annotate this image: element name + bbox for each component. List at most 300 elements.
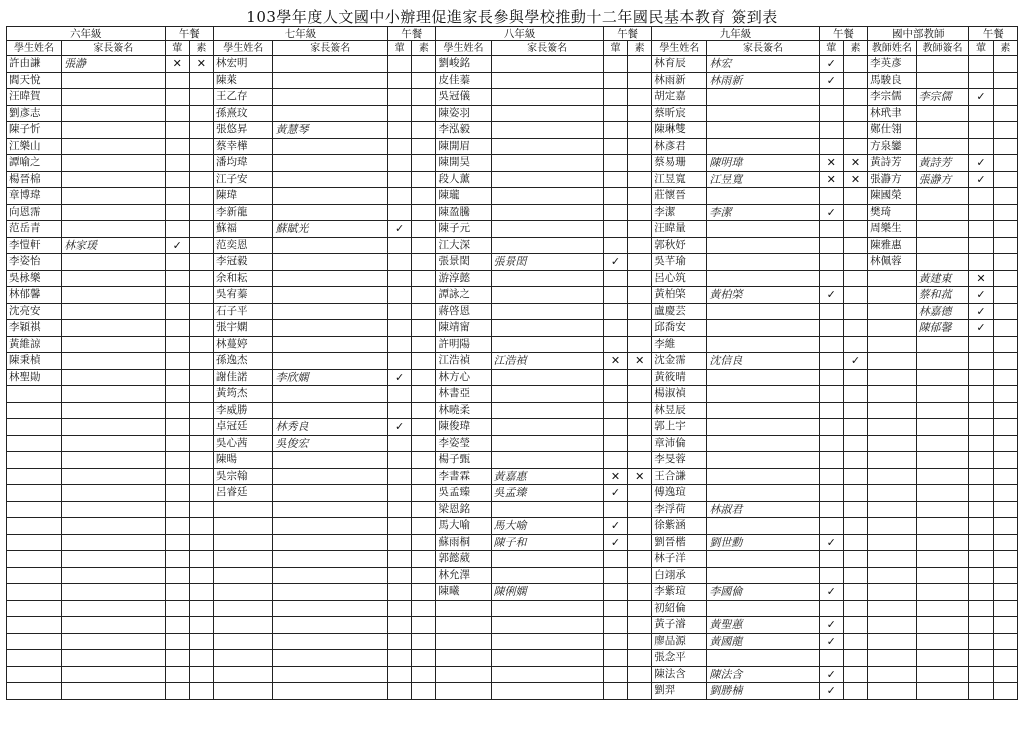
veg-mark-cell [412, 171, 436, 188]
veg-mark-cell [189, 567, 213, 584]
parent-sign-cell [62, 320, 166, 337]
veg-mark-cell [993, 419, 1017, 436]
student-name-cell: 蔡幸樺 [214, 138, 273, 155]
student-name-cell: 皮佳蓁 [436, 72, 491, 89]
student-name-cell: 李穎祺 [7, 320, 62, 337]
parent-sign-cell [273, 567, 388, 584]
parent-sign-cell: 蘇賦光 [273, 221, 388, 238]
table-row [7, 468, 1018, 485]
student-name-cell: 李泓毅 [436, 122, 491, 139]
veg-mark-cell [412, 237, 436, 254]
student-name-cell: 郭上宇 [652, 419, 707, 436]
meat-mark-cell [165, 419, 189, 436]
student-name-cell: 閻天悅 [7, 72, 62, 89]
veg-mark-cell [412, 402, 436, 419]
veg-mark-cell [843, 237, 867, 254]
meat-mark-cell [819, 402, 843, 419]
student-name-header: 學生姓名 [652, 41, 707, 56]
student-name-cell [7, 386, 62, 403]
veg-mark-cell [843, 551, 867, 568]
student-name-cell [214, 600, 273, 617]
meat-mark-cell [388, 254, 412, 271]
parent-sign-cell [273, 485, 388, 502]
student-name-cell [214, 650, 273, 667]
parent-sign-cell [273, 666, 388, 683]
meat-mark-cell [603, 237, 627, 254]
teacher-sign-cell [916, 221, 969, 238]
veg-mark-cell [189, 204, 213, 221]
parent-sign-cell [707, 237, 819, 254]
student-name-cell: 王合謙 [652, 468, 707, 485]
parent-sign-cell [273, 56, 388, 73]
student-name-cell [436, 600, 491, 617]
student-name-cell [436, 617, 491, 634]
meat-mark-cell [819, 452, 843, 469]
veg-mark-cell [189, 683, 213, 700]
meat-mark-cell [388, 105, 412, 122]
meat-mark-cell [969, 584, 993, 601]
teacher-name-cell: 樊琦 [868, 204, 916, 221]
student-name-cell [214, 534, 273, 551]
student-name-cell: 林方心 [436, 369, 491, 386]
meat-mark-cell [969, 468, 993, 485]
student-name-cell [214, 567, 273, 584]
veg-mark-cell [189, 666, 213, 683]
parent-sign-cell [62, 666, 166, 683]
meat-mark-cell [603, 56, 627, 73]
student-name-cell [214, 584, 273, 601]
parent-sign-cell: 張瀞 [62, 56, 166, 73]
parent-sign-cell: 陳俐嫻 [491, 584, 603, 601]
teacher-name-cell [868, 369, 916, 386]
student-name-cell [7, 650, 62, 667]
parent-sign-cell [491, 666, 603, 683]
teacher-name-cell: 陳國榮 [868, 188, 916, 205]
teacher-sign-cell [916, 336, 969, 353]
meat-mark-cell: ✓ [819, 204, 843, 221]
veg-mark-cell [628, 254, 652, 271]
parent-sign-cell [273, 534, 388, 551]
meat-mark-cell: ✕ [603, 353, 627, 370]
meat-mark-cell [819, 353, 843, 370]
meat-mark-cell [819, 567, 843, 584]
table-row [7, 72, 1018, 89]
teacher-sign-cell [916, 584, 969, 601]
meat-mark-cell [388, 204, 412, 221]
parent-sign-cell [707, 369, 819, 386]
parent-sign-cell [491, 633, 603, 650]
parent-sign-cell [273, 254, 388, 271]
student-name-cell: 黃筱晴 [652, 369, 707, 386]
parent-sign-cell [707, 468, 819, 485]
veg-mark-cell [189, 650, 213, 667]
student-name-cell [436, 683, 491, 700]
meat-mark-cell [819, 518, 843, 535]
veg-mark-cell [412, 221, 436, 238]
meat-mark-cell [603, 633, 627, 650]
parent-sign-cell: 沈信良 [707, 353, 819, 370]
meat-mark-cell [388, 683, 412, 700]
parent-sign-cell [273, 518, 388, 535]
teacher-sign-cell [916, 600, 969, 617]
veg-mark-cell [412, 419, 436, 436]
parent-sign-cell [707, 254, 819, 271]
teacher-name-cell [868, 584, 916, 601]
teacher-name-cell [868, 600, 916, 617]
veg-mark-cell [993, 237, 1017, 254]
veg-mark-cell [993, 567, 1017, 584]
meat-mark-cell [165, 518, 189, 535]
page-title: 103學年度人文國中小辦理促進家長參與學校推動十二年國民基本教育 簽到表 [246, 8, 778, 26]
parent-sign-cell [62, 402, 166, 419]
veg-mark-cell [189, 617, 213, 634]
meat-mark-cell [969, 336, 993, 353]
parent-sign-cell [491, 551, 603, 568]
student-name-cell: 李浮荷 [652, 501, 707, 518]
parent-sign-cell [273, 600, 388, 617]
veg-mark-cell [628, 633, 652, 650]
student-name-cell: 陳法含 [652, 666, 707, 683]
veg-mark-cell [628, 56, 652, 73]
veg-mark-cell [843, 452, 867, 469]
meat-mark-cell: ✓ [819, 534, 843, 551]
veg-mark-cell [412, 452, 436, 469]
table-row [7, 567, 1018, 584]
student-name-cell [214, 551, 273, 568]
table-row [7, 435, 1018, 452]
parent-sign-cell [491, 501, 603, 518]
parent-sign-cell [62, 551, 166, 568]
table-row [7, 501, 1018, 518]
meat-mark-cell [819, 105, 843, 122]
veg-mark-cell [993, 336, 1017, 353]
parent-sign-cell [707, 89, 819, 106]
meat-mark-cell [969, 72, 993, 89]
parent-sign-cell [491, 105, 603, 122]
veg-mark-cell: ✕ [628, 353, 652, 370]
meat-mark-cell [388, 402, 412, 419]
veg-mark-cell [628, 138, 652, 155]
meat-mark-cell [969, 369, 993, 386]
teacher-sign-cell [916, 204, 969, 221]
lunch-label: 午餐 [165, 27, 213, 41]
meat-mark-cell [603, 336, 627, 353]
parent-sign-header: 家長簽名 [707, 41, 819, 56]
student-name-cell [7, 419, 62, 436]
veg-mark-cell [843, 468, 867, 485]
veg-mark-cell [628, 369, 652, 386]
student-name-cell [436, 666, 491, 683]
student-name-cell: 沈金霈 [652, 353, 707, 370]
veg-mark-cell [412, 683, 436, 700]
meat-mark-cell [388, 435, 412, 452]
veg-mark-cell [993, 138, 1017, 155]
teacher-sign-cell [916, 188, 969, 205]
meat-mark-cell [165, 221, 189, 238]
veg-mark-cell [993, 89, 1017, 106]
meat-mark-cell [603, 221, 627, 238]
student-name-cell: 林聖勛 [7, 369, 62, 386]
student-name-cell [436, 650, 491, 667]
veg-mark-cell [993, 72, 1017, 89]
meat-mark-cell [165, 188, 189, 205]
parent-sign-cell [62, 287, 166, 304]
student-name-cell: 陳俊瑋 [436, 419, 491, 436]
student-name-cell [7, 518, 62, 535]
teacher-sign-cell [916, 122, 969, 139]
teacher-sign-cell: 陳郁馨 [916, 320, 969, 337]
veg-mark-cell [843, 287, 867, 304]
meat-mark-cell [603, 402, 627, 419]
teacher-name-cell [868, 270, 916, 287]
meat-mark-cell [819, 320, 843, 337]
meat-mark-cell [165, 600, 189, 617]
veg-mark-cell [412, 204, 436, 221]
veg-mark-cell [628, 683, 652, 700]
student-name-cell: 盧慶芸 [652, 303, 707, 320]
parent-sign-cell [273, 468, 388, 485]
meat-header: 葷 [603, 41, 627, 56]
meat-mark-cell: ✕ [819, 171, 843, 188]
section-label: 國中部教師 [868, 27, 969, 41]
parent-sign-cell [62, 485, 166, 502]
meat-mark-cell [388, 501, 412, 518]
teacher-name-cell: 李宗儒 [868, 89, 916, 106]
parent-sign-cell: 林秀良 [273, 419, 388, 436]
lunch-label: 午餐 [969, 27, 1018, 41]
teacher-sign-cell [916, 435, 969, 452]
student-name-cell [7, 402, 62, 419]
student-name-cell: 蔡易珊 [652, 155, 707, 172]
meat-mark-cell [819, 89, 843, 106]
parent-sign-cell [273, 633, 388, 650]
student-name-cell: 李威勝 [214, 402, 273, 419]
meat-mark-cell [165, 105, 189, 122]
veg-mark-cell [843, 336, 867, 353]
parent-sign-cell [707, 188, 819, 205]
student-name-cell: 劉晉楷 [652, 534, 707, 551]
veg-mark-cell [628, 122, 652, 139]
meat-mark-cell [165, 435, 189, 452]
teacher-sign-cell: 李宗儒 [916, 89, 969, 106]
veg-mark-cell [843, 683, 867, 700]
veg-mark-cell [843, 122, 867, 139]
meat-mark-cell [388, 650, 412, 667]
teacher-sign-cell [916, 485, 969, 502]
student-name-cell: 李潔 [652, 204, 707, 221]
student-name-cell [7, 666, 62, 683]
parent-sign-cell [62, 534, 166, 551]
veg-mark-cell [412, 303, 436, 320]
veg-header: 素 [189, 41, 213, 56]
parent-sign-cell [491, 435, 603, 452]
veg-mark-cell: ✕ [843, 155, 867, 172]
student-name-cell [7, 452, 62, 469]
meat-mark-cell [819, 650, 843, 667]
parent-sign-cell [273, 155, 388, 172]
student-name-cell: 吳芊瑜 [652, 254, 707, 271]
parent-sign-cell [707, 485, 819, 502]
meat-mark-cell [819, 122, 843, 139]
parent-sign-cell [62, 501, 166, 518]
meat-mark-cell [603, 287, 627, 304]
veg-mark-cell [412, 485, 436, 502]
veg-mark-cell [993, 320, 1017, 337]
student-name-cell: 陳瓏 [436, 188, 491, 205]
student-name-cell: 林子洋 [652, 551, 707, 568]
veg-mark-cell [189, 138, 213, 155]
student-name-cell: 陳暘 [214, 452, 273, 469]
teacher-sign-cell: 張瀞方 [916, 171, 969, 188]
student-name-cell: 劉彥志 [7, 105, 62, 122]
meat-mark-cell [969, 567, 993, 584]
student-name-cell [7, 584, 62, 601]
parent-sign-cell [62, 105, 166, 122]
meat-mark-cell [969, 501, 993, 518]
lunch-label: 午餐 [388, 27, 436, 41]
parent-sign-cell [273, 617, 388, 634]
veg-mark-cell [189, 419, 213, 436]
student-name-cell: 吳宥蓁 [214, 287, 273, 304]
parent-sign-cell [273, 105, 388, 122]
meat-mark-cell [165, 155, 189, 172]
teacher-name-cell: 李英彥 [868, 56, 916, 73]
section-header-row [7, 27, 1018, 41]
student-name-cell: 江大深 [436, 237, 491, 254]
veg-mark-cell [843, 402, 867, 419]
veg-mark-cell [993, 56, 1017, 73]
student-name-cell: 孫逸杰 [214, 353, 273, 370]
section-label: 九年級 [652, 27, 819, 41]
parent-sign-cell [491, 270, 603, 287]
veg-mark-cell [628, 303, 652, 320]
veg-mark-cell [843, 320, 867, 337]
meat-mark-cell [388, 468, 412, 485]
veg-mark-cell [628, 237, 652, 254]
parent-sign-cell [491, 650, 603, 667]
veg-mark-cell [412, 468, 436, 485]
veg-mark-cell [628, 287, 652, 304]
meat-mark-cell [165, 551, 189, 568]
student-name-cell: 楊晉棉 [7, 171, 62, 188]
parent-sign-cell [273, 353, 388, 370]
veg-mark-cell [993, 468, 1017, 485]
teacher-sign-cell [916, 56, 969, 73]
meat-mark-cell [388, 303, 412, 320]
veg-mark-cell [993, 617, 1017, 634]
meat-header: 葷 [165, 41, 189, 56]
student-name-cell [7, 600, 62, 617]
parent-sign-cell [62, 386, 166, 403]
veg-mark-cell [189, 551, 213, 568]
student-name-cell: 蔡昕宸 [652, 105, 707, 122]
veg-mark-cell [993, 287, 1017, 304]
meat-mark-cell [969, 237, 993, 254]
student-name-cell: 廖品源 [652, 633, 707, 650]
student-name-cell: 林雨新 [652, 72, 707, 89]
veg-mark-cell [843, 386, 867, 403]
meat-mark-cell [969, 435, 993, 452]
meat-mark-cell [165, 666, 189, 683]
parent-sign-cell [62, 468, 166, 485]
meat-mark-cell [969, 56, 993, 73]
parent-sign-cell [273, 171, 388, 188]
student-name-cell [214, 633, 273, 650]
parent-sign-cell [707, 600, 819, 617]
veg-mark-cell [412, 600, 436, 617]
parent-sign-cell: 陳子和 [491, 534, 603, 551]
table-row [7, 650, 1018, 667]
meat-mark-cell [388, 633, 412, 650]
student-name-cell: 李姿怡 [7, 254, 62, 271]
parent-sign-cell [707, 320, 819, 337]
meat-mark-cell: ✓ [388, 369, 412, 386]
parent-sign-cell [62, 650, 166, 667]
meat-mark-cell [388, 72, 412, 89]
meat-mark-cell [388, 600, 412, 617]
table-row [7, 287, 1018, 304]
veg-mark-cell [993, 683, 1017, 700]
teacher-sign-cell [916, 369, 969, 386]
student-name-cell: 石子平 [214, 303, 273, 320]
meat-mark-cell: ✓ [969, 155, 993, 172]
teacher-name-cell [868, 683, 916, 700]
teacher-name-cell [868, 386, 916, 403]
meat-mark-cell [603, 683, 627, 700]
veg-mark-cell [412, 320, 436, 337]
veg-mark-cell: ✕ [189, 56, 213, 73]
meat-mark-cell [603, 369, 627, 386]
parent-sign-cell [491, 221, 603, 238]
parent-sign-cell [273, 204, 388, 221]
veg-mark-cell [993, 485, 1017, 502]
student-name-cell: 江子安 [214, 171, 273, 188]
meat-mark-cell [969, 650, 993, 667]
student-name-cell: 江昱寬 [652, 171, 707, 188]
meat-mark-cell: ✓ [819, 584, 843, 601]
student-name-cell: 范岳青 [7, 221, 62, 238]
veg-mark-cell [628, 584, 652, 601]
parent-sign-cell [491, 303, 603, 320]
student-name-cell: 范奕恩 [214, 237, 273, 254]
parent-sign-cell [491, 204, 603, 221]
table-row [7, 452, 1018, 469]
veg-header: 素 [412, 41, 436, 56]
meat-mark-cell [165, 452, 189, 469]
meat-mark-cell: ✕ [603, 468, 627, 485]
parent-sign-cell [707, 105, 819, 122]
parent-sign-cell [62, 600, 166, 617]
meat-mark-cell [165, 270, 189, 287]
student-name-cell: 吳宗翰 [214, 468, 273, 485]
veg-mark-cell [189, 188, 213, 205]
teacher-name-cell [868, 435, 916, 452]
veg-mark-cell [993, 188, 1017, 205]
meat-mark-cell [165, 683, 189, 700]
veg-mark-cell [189, 122, 213, 139]
veg-mark-cell [993, 353, 1017, 370]
meat-mark-cell [603, 567, 627, 584]
teacher-sign-cell [916, 386, 969, 403]
veg-mark-cell [843, 518, 867, 535]
parent-sign-cell [707, 452, 819, 469]
table-row [7, 122, 1018, 139]
veg-mark-cell [412, 188, 436, 205]
veg-mark-cell [189, 485, 213, 502]
teacher-name-cell [868, 633, 916, 650]
veg-mark-cell [628, 452, 652, 469]
student-name-cell [7, 435, 62, 452]
